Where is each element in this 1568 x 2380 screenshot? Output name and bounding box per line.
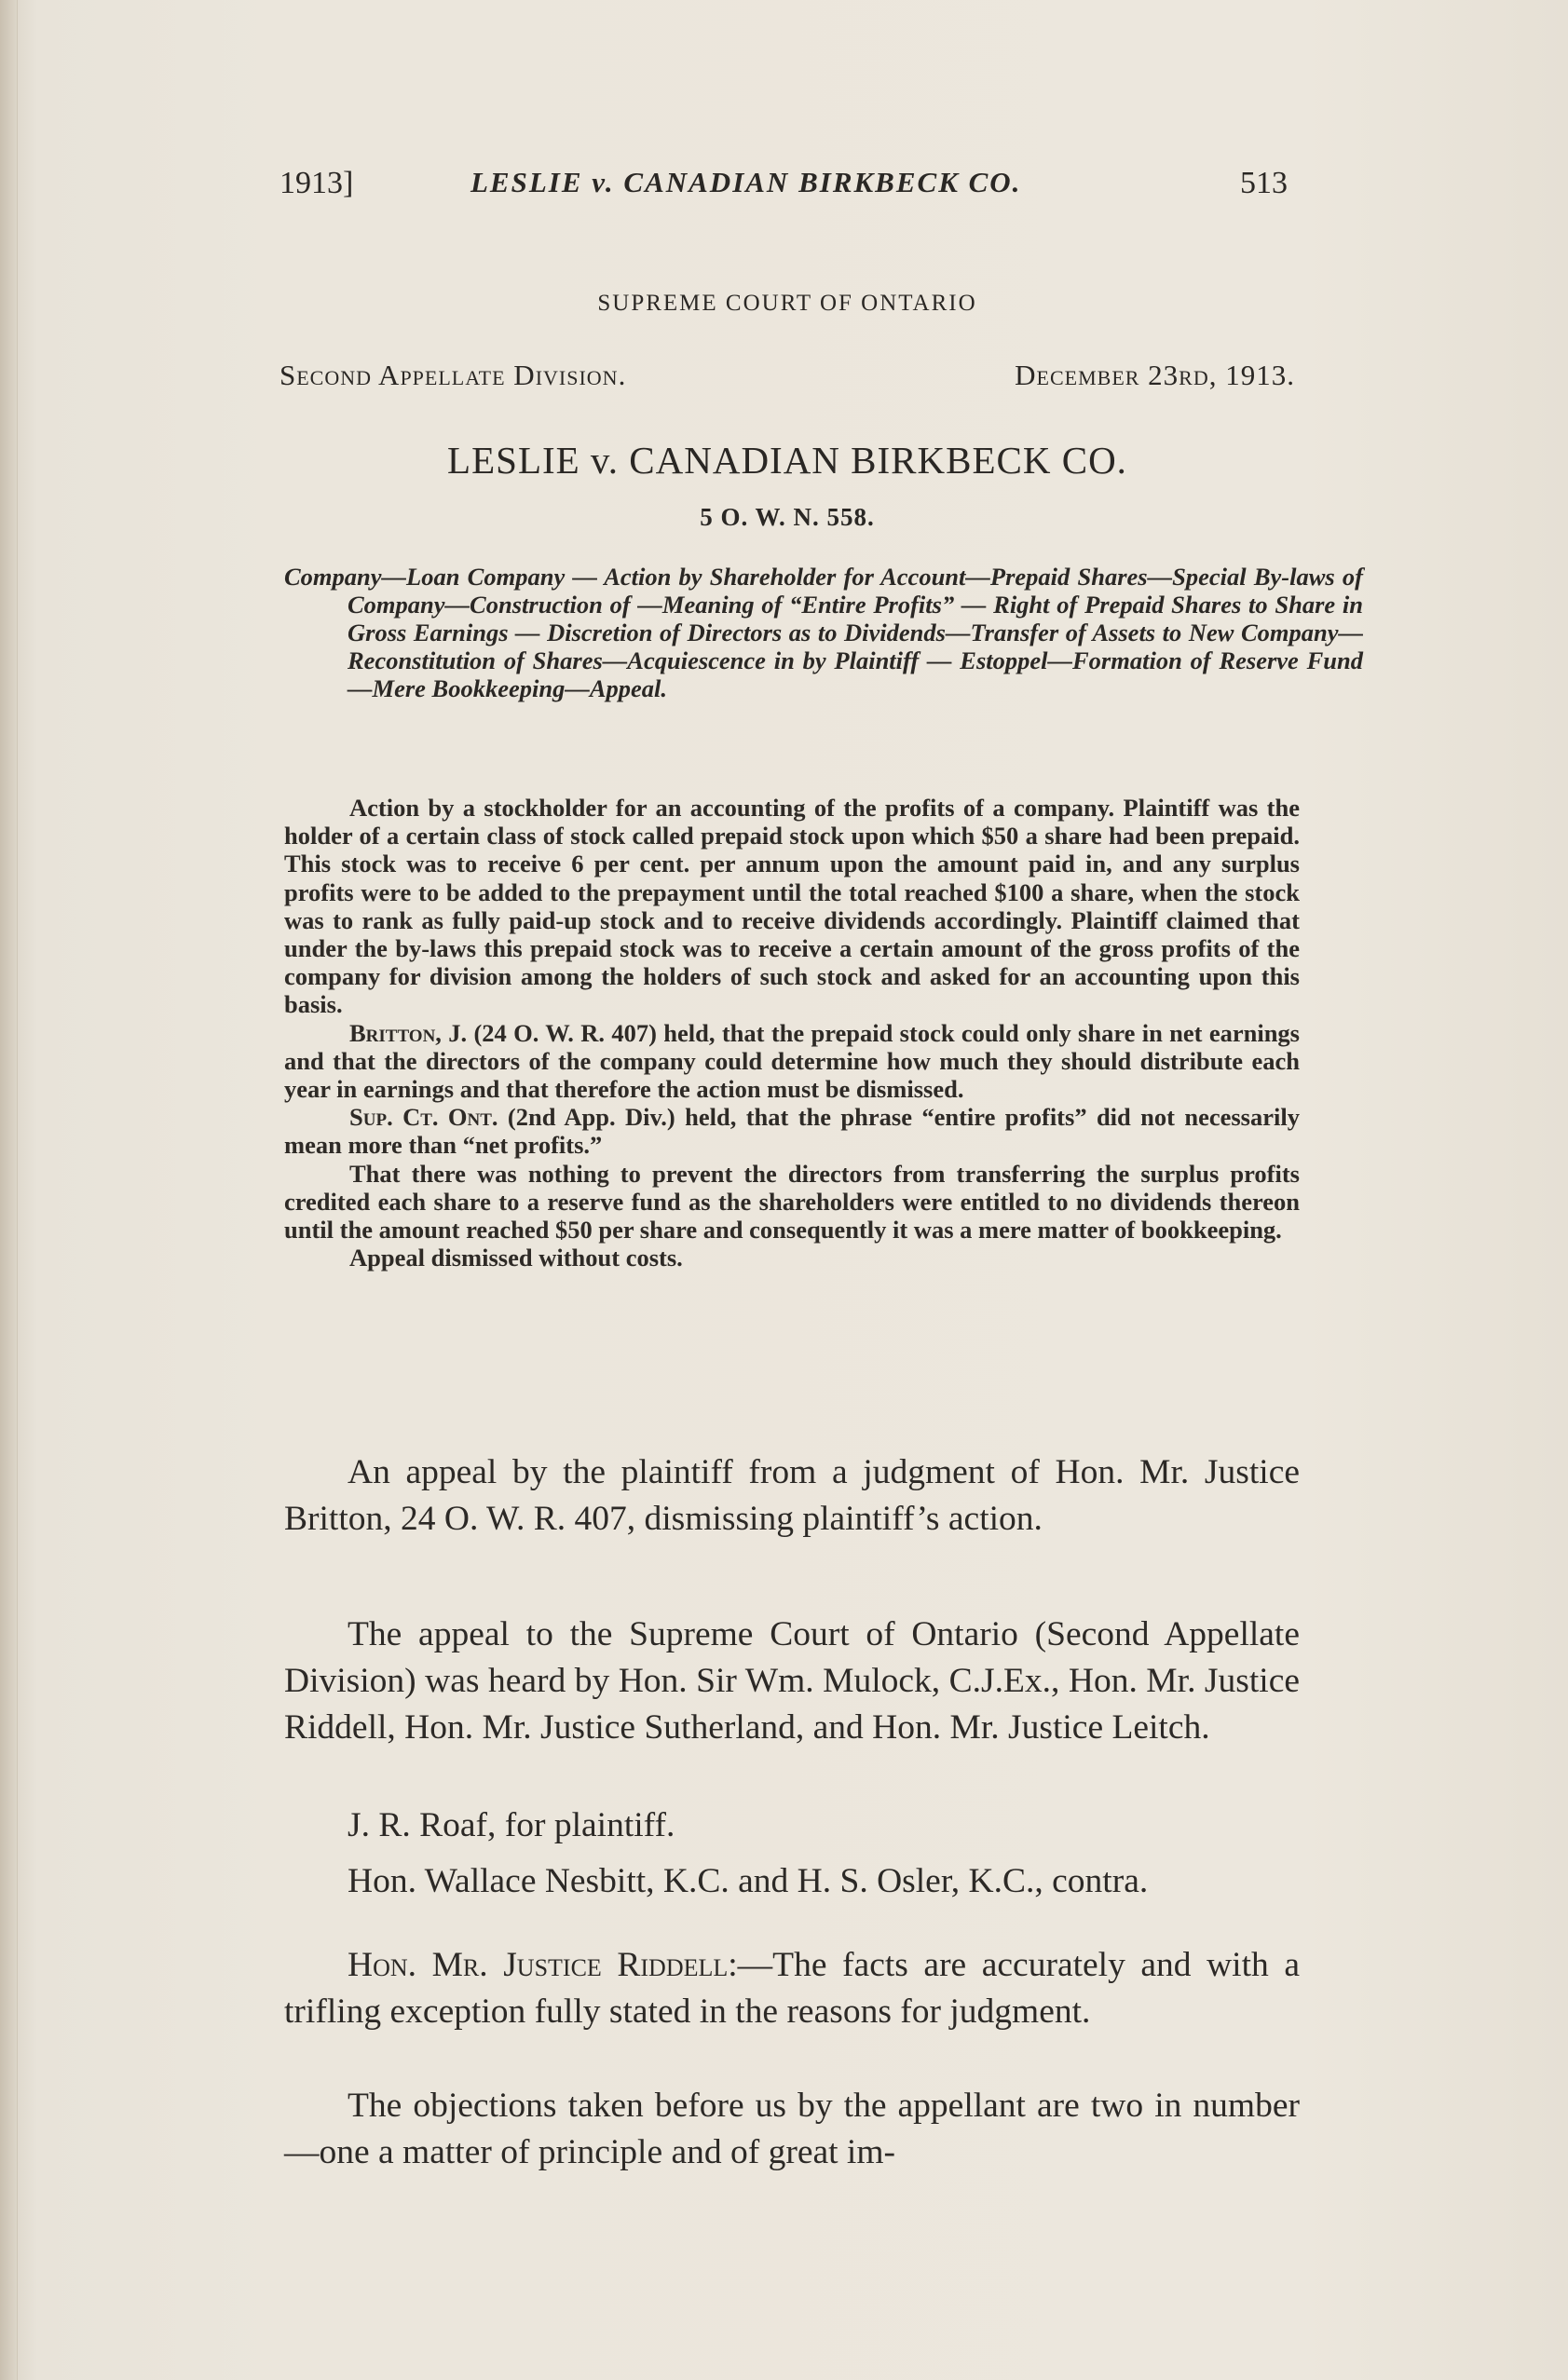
summary-paragraph: That there was nothing to prevent the directors from transferring the surplus profits credited each share to a reserve fund as the shareholders were entitled to no dividends thereon until the amount reached $50 per share and consequently it was a mere matter of bookkeeping.	[284, 1159, 1300, 1244]
body-paragraph	[284, 2083, 1300, 2176]
counsel-defendant	[284, 1858, 1300, 1905]
judge-name: Hon. Mr. Justice Riddell	[348, 1946, 729, 1984]
body-text: Hon. Wallace Nesbitt, K.C. and H. S. Osler, K.C., contra.	[348, 1862, 1149, 1900]
body-text: The appeal to the Supreme Court of Ontario (Second Appellate Division) was heard by Hon. Sir Wm. Mulock, C.J.Ex., Hon. Mr. Justice Riddell, Hon. Mr. Justice Sutherland, and Hon. Mr. Justice Leitch.	[284, 1615, 1300, 1747]
headnote: Company—Loan Company — Action by Shareholder for Account—Prepaid Shares—Special By-laws of Company—Construction of —Meaning of “Entire Profits” — Right of Prepaid Shares to Share in Gross Earnings — Discretion of Directors as to Dividends—Transfer of Assets to New Company—Reconstitution of Shares—Acquiescence in by Plaintiff — Estoppel—Formation of Reserve Fund—Mere Bookkeeping—Appeal.	[284, 563, 1363, 702]
summary-disposition: Appeal dismissed without costs.	[349, 1244, 683, 1272]
case-summary	[284, 794, 1300, 1272]
court-abbrev: Sup. Ct. Ont.	[349, 1103, 498, 1132]
summary-text: (2nd App. Div.) held, that the phrase “entire profits” did not necessarily mean more than “net profits.”	[284, 1103, 1300, 1160]
running-head	[280, 166, 1295, 212]
page-number: 513	[1240, 166, 1288, 200]
running-head-title: LESLIE v. CANADIAN BIRKBECK CO.	[470, 166, 1022, 198]
division-line	[280, 359, 1295, 396]
summary-paragraph	[284, 1019, 1300, 1104]
page-binding-edge	[0, 0, 18, 2380]
summary-paragraph	[284, 1103, 1300, 1159]
decision-date: December 23rd, 1913.	[1015, 359, 1295, 391]
body-text: J. R. Roaf, for plaintiff.	[348, 1806, 675, 1844]
body-text-run: :—The facts are accurately and with a trifling exception fully stated in the reasons for judgment.	[284, 1946, 1300, 2031]
summary-text: (24 O. W. R. 407) held, that the prepaid stock could only share in net earnings and that the directors of the company could determine how much they should distribute each year in earnings and that therefore the action must be dismissed.	[284, 1018, 1300, 1104]
body-text: An appeal by the plaintiff from a judgment of Hon. Mr. Justice Britton, 24 O. W. R. 407, dismissing plaintiff’s action.	[284, 1453, 1300, 1538]
judge-name: Britton, J.	[349, 1018, 468, 1047]
running-head-year: 1913]	[280, 166, 354, 200]
division-name: Second Appellate Division.	[280, 359, 627, 391]
body-paragraph	[284, 1612, 1300, 1751]
body-paragraph	[284, 1449, 1300, 1543]
case-title: LESLIE v. CANADIAN BIRKBECK CO.	[447, 439, 1127, 482]
body-text: The objections taken before us by the appellant are two in number—one a matter of principle and of great im-	[284, 2087, 1300, 2171]
court-name: SUPREME COURT OF ONTARIO	[597, 291, 977, 316]
summary-paragraph: Action by a stockholder for an accounting of the profits of a company. Plaintiff was the holder of a certain class of stock called prepaid stock upon which $50 a share had been prepaid. This stock was to receive 6 per cent. per annum upon the amount paid in, and any surplus profits were to be added to the prepayment until the total reached $100 a share, when the stock was to rank as fully paid-up stock and to receive dividends accordingly. Plaintiff claimed that under the by-laws this prepaid stock was to receive a certain amount of the gross profits of the company for division among the holders of such stock and asked for an accounting upon this basis.	[284, 794, 1300, 1019]
counsel-plaintiff	[284, 1802, 1300, 1849]
body-text	[284, 1942, 1300, 2035]
case-citation: 5 O. W. N. 558.	[700, 503, 875, 531]
judgment-opening	[284, 1942, 1300, 2035]
